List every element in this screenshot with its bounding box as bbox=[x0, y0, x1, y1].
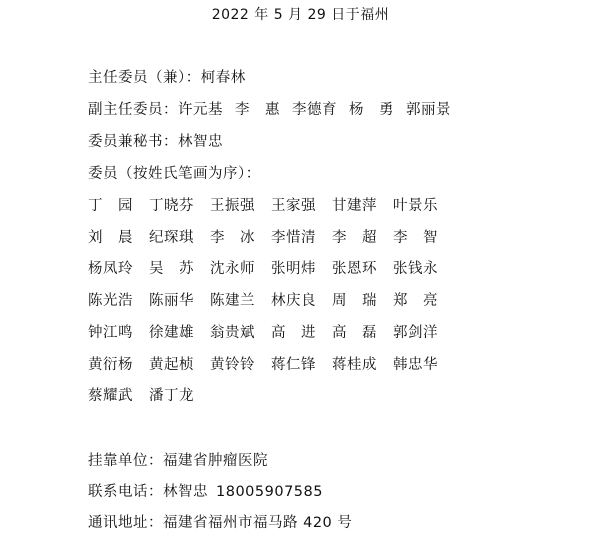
member-name: 黄起桢 bbox=[149, 356, 194, 373]
member-name: 吴 苏 bbox=[149, 261, 194, 278]
contact-phone: 18005907585 bbox=[216, 484, 323, 500]
member-name: 周 瑞 bbox=[332, 293, 377, 310]
secretary-label: 委员兼秘书： bbox=[88, 134, 178, 150]
contact-name: 林智忠 bbox=[163, 484, 208, 500]
member-name: 陈建兰 bbox=[210, 293, 255, 310]
contact-label: 联系电话： bbox=[88, 484, 163, 500]
director-name: 柯春林 bbox=[200, 70, 246, 86]
affiliation-line bbox=[88, 451, 268, 471]
member-name: 李 超 bbox=[332, 229, 377, 246]
member-name: 郑 亮 bbox=[393, 293, 438, 310]
contact-line bbox=[88, 482, 323, 502]
vice-director-name: 许元基 bbox=[178, 102, 223, 118]
address-label: 通讯地址： bbox=[88, 515, 163, 531]
member-name: 蒋仁锋 bbox=[271, 356, 316, 373]
vice-directors-line bbox=[88, 100, 451, 120]
member-name: 丁晓芬 bbox=[149, 198, 194, 214]
member-name: 黄衍杨 bbox=[88, 356, 133, 373]
member-name: 黄铃铃 bbox=[210, 356, 255, 373]
member-name: 陈丽华 bbox=[149, 293, 194, 310]
member-name: 张明炜 bbox=[271, 261, 316, 278]
member-name: 甘建萍 bbox=[332, 198, 377, 214]
member-name: 沈永师 bbox=[210, 261, 255, 278]
member-name: 丁 园 bbox=[88, 198, 133, 214]
vice-director-name: 李 惠 bbox=[235, 102, 280, 118]
address-line bbox=[88, 513, 352, 533]
member-name: 张恩环 bbox=[332, 261, 377, 278]
director-label: 主任委员（兼）： bbox=[88, 70, 201, 86]
director-line bbox=[88, 68, 246, 88]
member-name: 韩忠华 bbox=[393, 356, 438, 373]
vice-director-name: 郭丽景 bbox=[406, 102, 451, 118]
member-name: 王振强 bbox=[210, 198, 255, 214]
member-name: 刘 晨 bbox=[88, 229, 133, 246]
member-name: 李惜清 bbox=[271, 229, 316, 246]
secretary-name: 林智忠 bbox=[178, 134, 223, 150]
date-location-line: 2022 年 5 月 29 日于福州 bbox=[211, 7, 390, 23]
address-value: 福建省福州市福马路 420 号 bbox=[163, 515, 353, 531]
affiliation-label: 挂靠单位： bbox=[88, 453, 163, 469]
secretary-line bbox=[88, 132, 223, 152]
affiliation-value: 福建省肿瘤医院 bbox=[163, 453, 268, 469]
vice-director-name: 李德育 bbox=[292, 102, 337, 118]
member-name: 郭剑洋 bbox=[393, 324, 438, 341]
member-name: 蒋桂成 bbox=[332, 356, 377, 373]
member-name: 潘丁龙 bbox=[149, 388, 194, 405]
member-name: 蔡耀武 bbox=[88, 388, 133, 405]
member-name: 陈光浩 bbox=[88, 293, 133, 310]
member-name: 徐建雄 bbox=[149, 324, 194, 341]
member-name: 林庆良 bbox=[271, 293, 316, 310]
member-name: 叶景乐 bbox=[393, 198, 438, 214]
member-name: 李 智 bbox=[393, 229, 438, 246]
member-name: 李 冰 bbox=[210, 229, 255, 246]
member-name: 钟江鸣 bbox=[88, 324, 133, 341]
member-name: 王家强 bbox=[271, 198, 316, 214]
vice-directors-label: 副主任委员： bbox=[88, 102, 178, 118]
vice-director-name: 杨 勇 bbox=[349, 102, 394, 118]
member-name: 高 磊 bbox=[332, 324, 377, 341]
member-name: 张钱永 bbox=[393, 261, 438, 278]
member-name: 纪琛琪 bbox=[149, 229, 194, 246]
member-name: 翁贵斌 bbox=[210, 324, 255, 341]
member-name: 杨凤玲 bbox=[88, 261, 133, 278]
member-name: 高 进 bbox=[271, 324, 316, 341]
members-heading: 委员（按姓氏笔画为序）： bbox=[88, 166, 261, 182]
